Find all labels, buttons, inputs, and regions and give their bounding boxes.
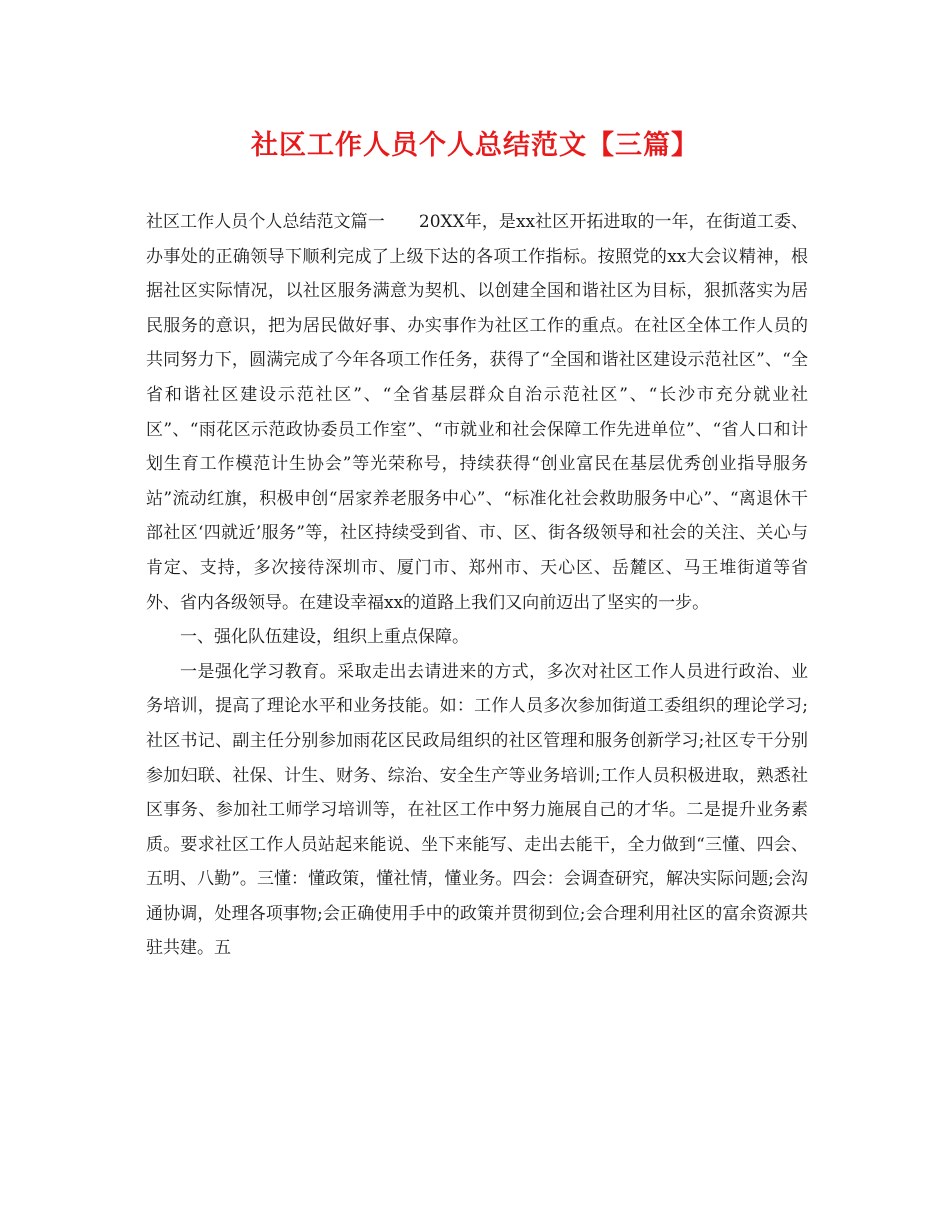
- paragraph-1: 社区工作人员个人总结范文篇一 20XX年，是xx社区开拓进取的一年，在街道工委、办事处的正确领导下顺利完成了上级下达的各项工作指标。按照党的xx大会议精神，根据社区实际情况，以社区服务满意为契机、以创建全国和谐社区为目标，狠抓落实为居民服务的意识，把为居民做好事、办实事作为社区工作的重点。在社区全体工作人员的共同努力下，圆满完成了今年各项工作任务，获得了“全国和谐社区建设示范社区”、“全省和谐社区建设示范社区”、“全省基层群众自治示范社区”、“长沙市充分就业社区”、“雨花区示范政协委员工作室”、“市就业和社会保障工作先进单位”、“省人口和计划生育工作模范计生协会”等光荣称号，持续获得“创业富民在基层优秀创业指导服务站”流动红旗，积极申创“居家养老服务中心”、“标准化社会救助服务中心”、“离退休干部社区‘四就近’服务”等，社区持续受到省、市、区、街各级领导和社会的关注、关心与肯定、支持，多次接待深圳市、厦门市、郑州市、天心区、岳麓区、马王堆街道等省外、省内各级领导。在建设幸福xx的道路上我们又向前迈出了坚实的一步。: [146, 212, 808, 613]
- paragraph-2: 一、强化队伍建设，组织上重点保障。: [180, 627, 469, 648]
- document-title: 社区工作人员个人总结范文【三篇】: [251, 130, 699, 161]
- paragraph-3: 一是强化学习教育。采取走出去请进来的方式，多次对社区工作人员进行政治、业务培训，提高了理论水平和业务技能。如：工作人员多次参加街道工委组织的理论学习;社区书记、副主任分别参加雨花区民政局组织的社区管理和服务创新学习;社区专干分别参加妇联、社保、计生、财务、综治、安全生产等业务培训;工作人员积极进取，熟悉社区事务、参加社工师学习培训等，在社区工作中努力施展自己的才华。二是提升业务素质。要求社区工作人员站起来能说、坐下来能写、走出去能干，全力做到“三懂、四会、五明、八勤”。三懂：懂政策，懂社情，懂业务。四会：会调查研究，解决实际问题;会沟通协调，处理各项事物;会正确使用手中的政策并贯彻到位;会合理利用社区的富余资源共驻共建。五: [146, 661, 808, 959]
- document-body: [146, 205, 808, 966]
